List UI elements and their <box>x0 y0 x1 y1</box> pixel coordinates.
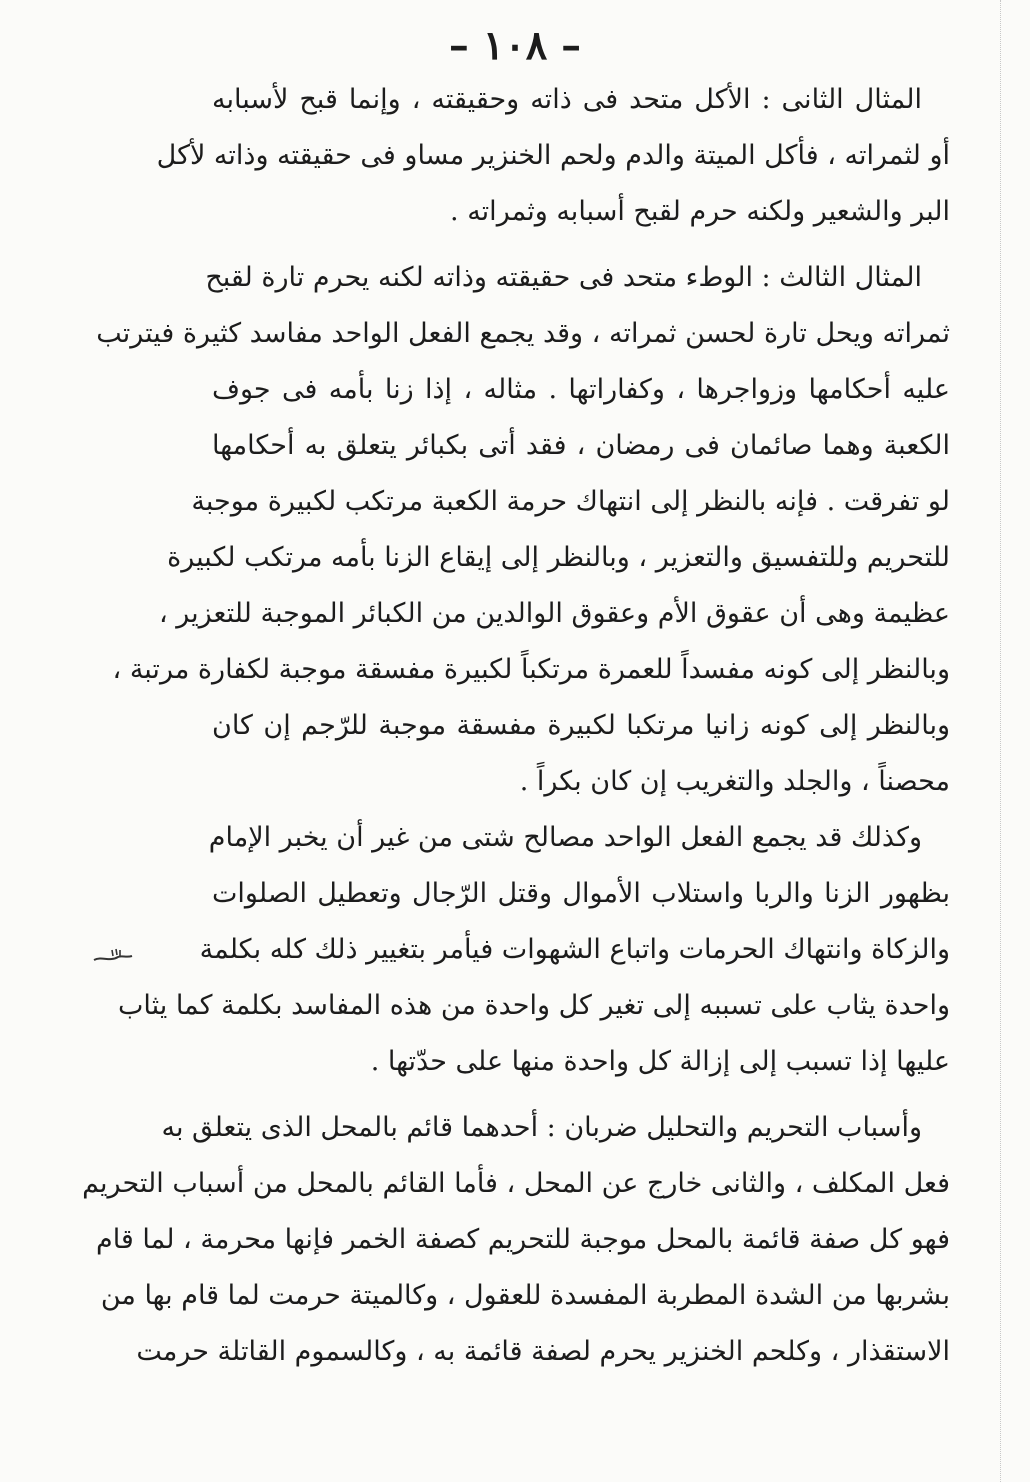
text-line: المثال الثالث : الوطء متحد فى حقيقته وذاته لكنه يحرم تارة لقبح <box>205 262 922 293</box>
paragraph <box>82 1100 950 1380</box>
text-line: وأسباب التحريم والتحليل ضربان : أحدهما قائم بالمحل الذى يتعلق به <box>161 1112 922 1143</box>
text-line: عليها إذا تسبب إلى إزالة كل واحدة منها على حدّتها . <box>370 1046 950 1077</box>
text-line: الكعبة وهما صائمان فى رمضان ، فقد أتى بكبائر يتعلق به أحكامها <box>212 430 950 461</box>
text-line: وكذلك قد يجمع الفعل الواحد مصالح شتى من غير أن يخبر الإمام <box>208 822 922 853</box>
text-line: بشربها من الشدة المطربة المفسدة للعقول ، وكالميتة حرمت لما قام بها من <box>100 1280 950 1311</box>
text-line: الاستقذار ، وكلحم الخنزير يحرم لصفة قائمة به ، وكالسموم القاتلة حرمت <box>136 1336 950 1367</box>
paragraph <box>96 250 950 810</box>
text-line: عليه أحكامها وزواجرها ، وكفاراتها . مثاله ، إذا زنا بأمه فى جوف <box>212 374 950 405</box>
text-line: وبالنظر إلى كونه زانيا مرتكبا لكبيرة مفسقة موجبة للرّجم إن كان <box>212 710 950 741</box>
text-line: بظهور الزنا والربا واستلاب الأموال وقتل الرّجال وتعطيل الصلوات <box>212 878 950 909</box>
text-line: للتحريم وللتفسيق والتعزير ، وبالنظر إلى إيقاع الزنا بأمه مرتكب لكبيرة <box>167 542 950 573</box>
text-line: وبالنظر إلى كونه مفسداً للعمرة مرتكباً لكبيرة مفسقة موجبة لكفارة مرتبة ، <box>112 654 950 685</box>
paragraph <box>156 72 950 240</box>
text-line: البر والشعير ولكنه حرم لقبح أسبابه وثمراته . <box>450 196 950 227</box>
text-line: والزكاة وانتهاك الحرمات واتباع الشهوات فيأمر بتغيير ذلك كله بكلمة <box>199 934 950 965</box>
text-line: لو تفرقت . فإنه بالنظر إلى انتهاك حرمة الكعبة مرتكب لكبيرة موجبة <box>191 486 950 517</box>
text-line: المثال الثانى : الأكل متحد فى ذاته وحقيقته ، وإنما قبح لأسبابه <box>212 84 922 115</box>
text-line: واحدة يثاب على تسببه إلى تغير كل واحدة من هذه المفاسد بكلمة كما يثاب <box>117 990 950 1021</box>
text-line: محصناً ، والجلد والتغريب إن كان بكراً . <box>519 766 950 797</box>
paragraph <box>117 810 950 1090</box>
text-line: ثمراته ويحل تارة لحسن ثمراته ، وقد يجمع الفعل الواحد مفاسد كثيرة فيترتب <box>96 318 950 349</box>
body-text <box>82 72 950 1380</box>
text-line: فهو كل صفة قائمة بالمحل موجبة للتحريم كصفة الخمر فإنها محرمة ، لما قام <box>95 1224 950 1255</box>
page-edge-line <box>1000 0 1002 1482</box>
margin-annotation-icon <box>92 944 134 968</box>
text-line: فعل المكلف ، والثانى خارج عن المحل ، فأما القائم بالمحل من أسباب التحريم <box>82 1168 950 1199</box>
text-line: عظيمة وهى أن عقوق الأم وعقوق الوالدين من الكبائر الموجبة للتعزير ، <box>158 598 950 629</box>
page-number: – ١٠٨ – <box>448 22 582 69</box>
text-line: أو لثمراته ، فأكل الميتة والدم ولحم الخنزير مساو فى حقيقته وذاته لأكل <box>156 140 950 171</box>
